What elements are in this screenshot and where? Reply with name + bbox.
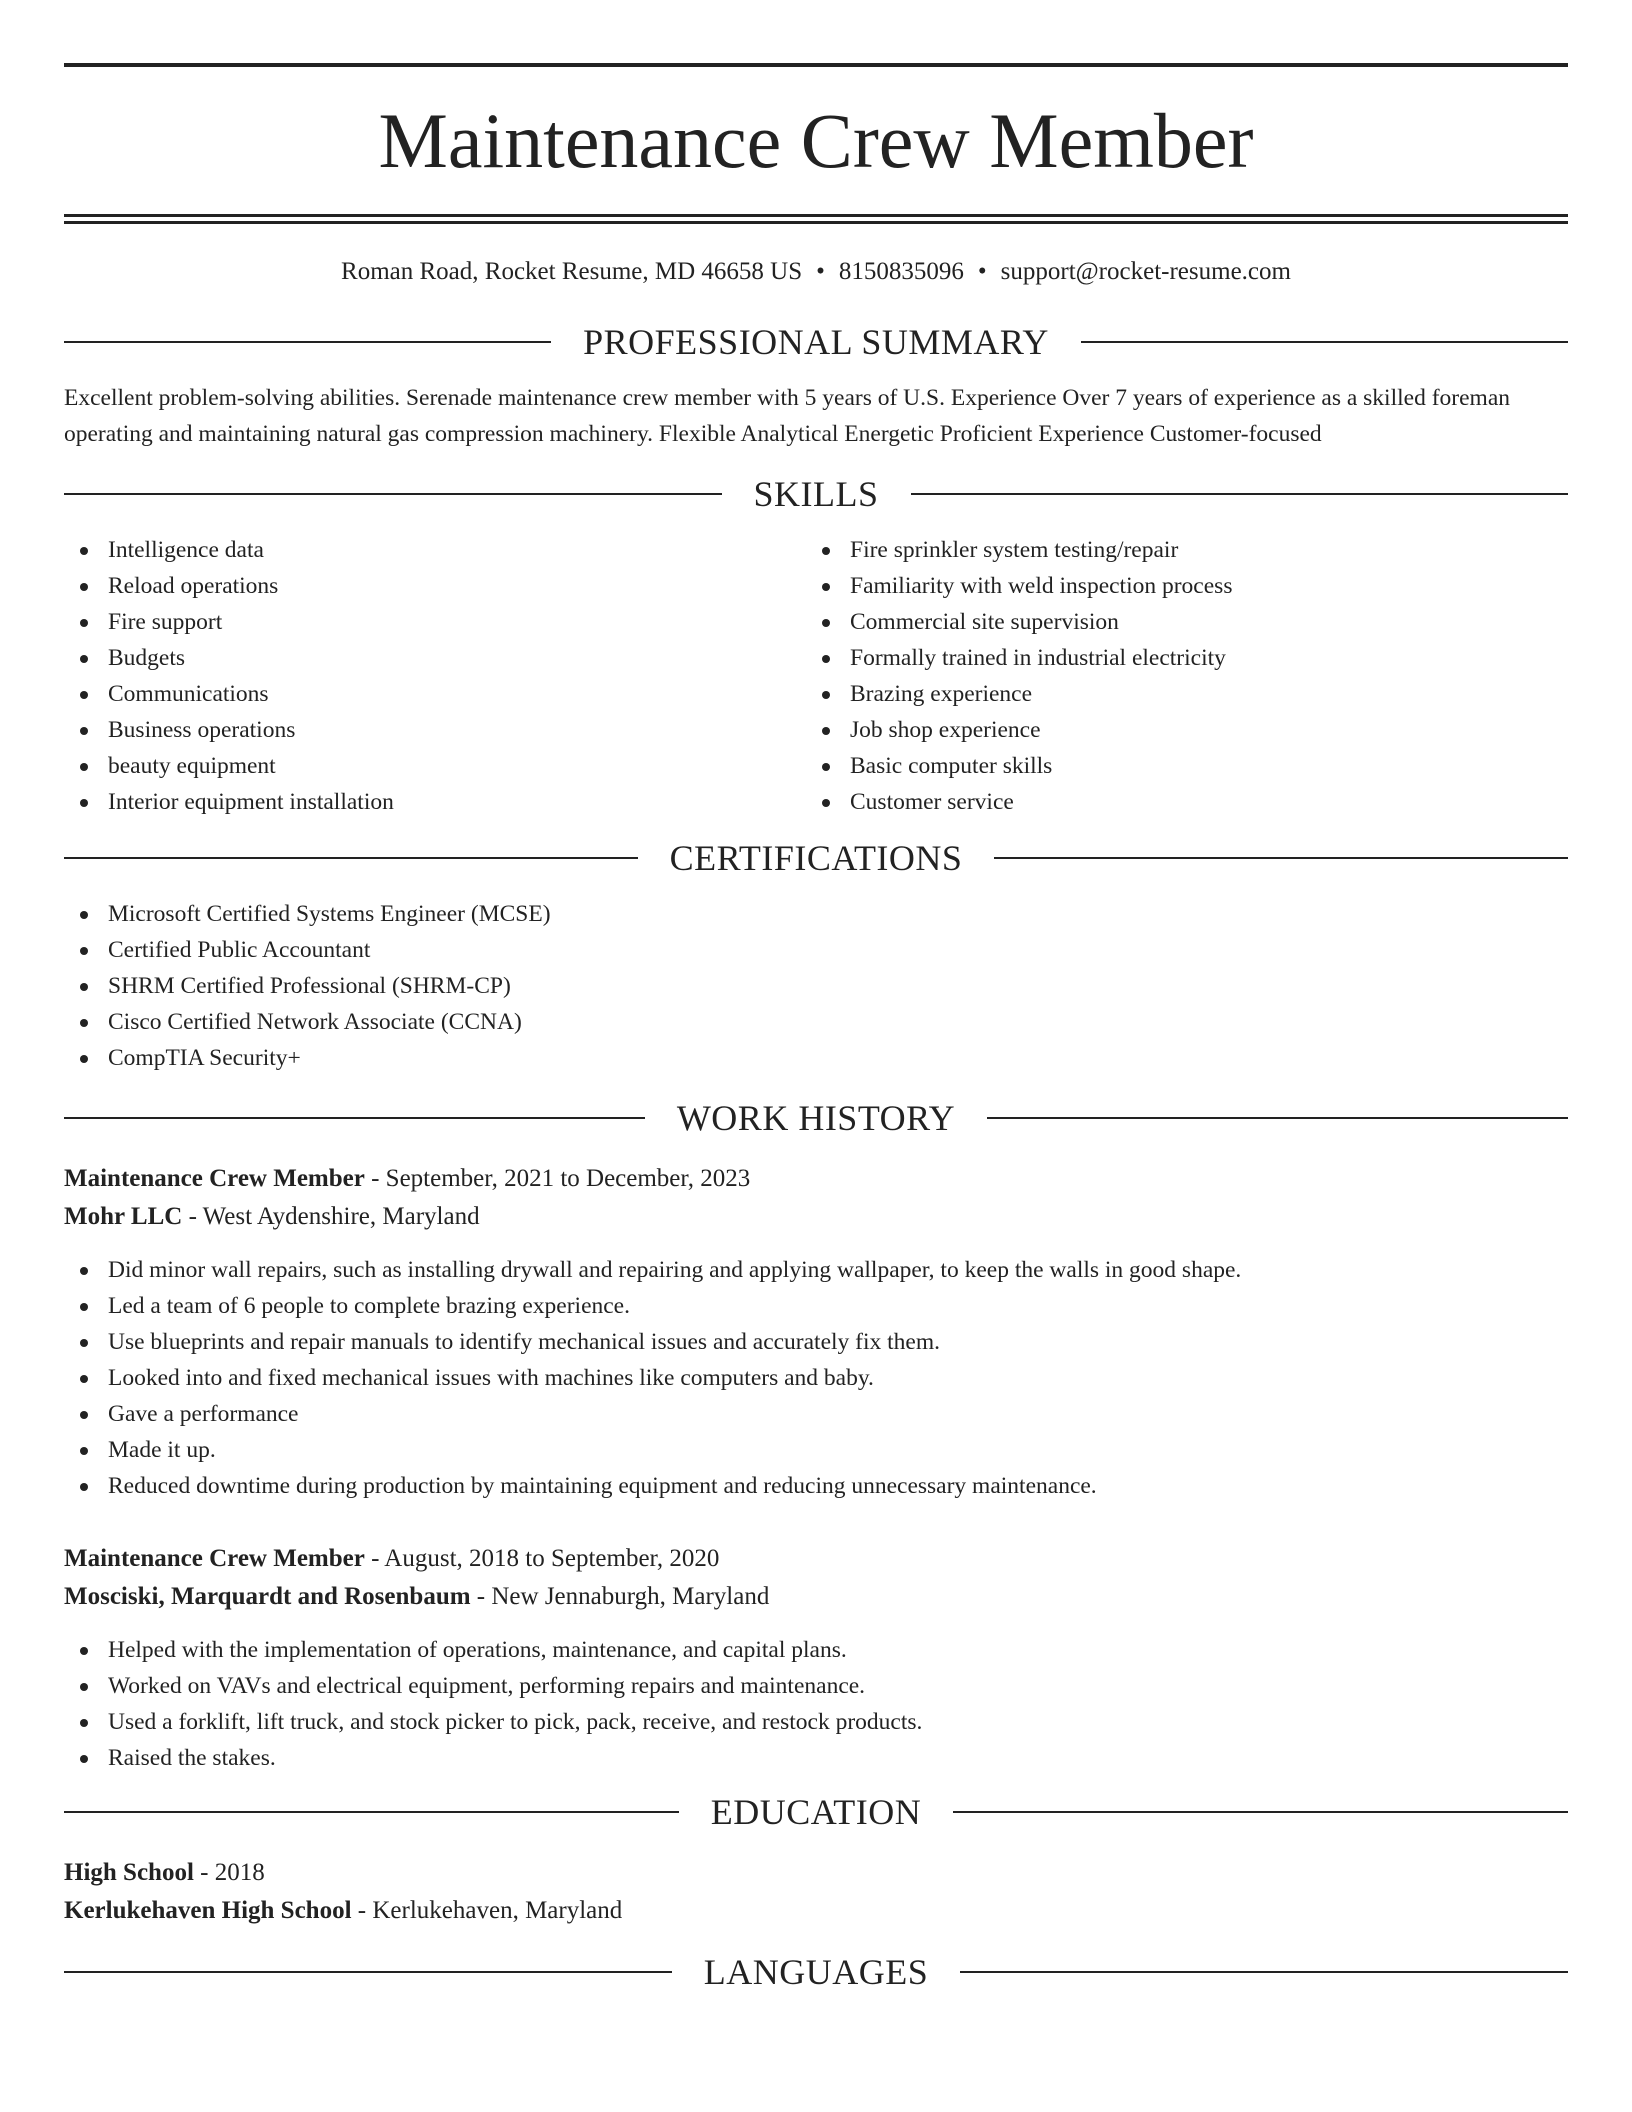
skill-item: Formally trained in industrial electricity [806, 640, 1548, 676]
job-bullet: Use blueprints and repair manuals to identify mechanical issues and accurately fix them. [64, 1324, 1568, 1360]
summary-title: PROFESSIONAL SUMMARY [583, 322, 1049, 362]
skill-item: Communications [64, 676, 806, 712]
job-bullet: Helped with the implementation of operations, maintenance, and capital plans. [64, 1632, 1568, 1668]
education-degree-line [64, 1854, 1568, 1892]
job-bullets [64, 1632, 1568, 1776]
skill-item: Job shop experience [806, 712, 1548, 748]
heading-rule [64, 1117, 645, 1119]
resume-page [64, 0, 1568, 1994]
job-bullet: Looked into and fixed mechanical issues with machines like computers and baby. [64, 1360, 1568, 1396]
job-bullet: Worked on VAVs and electrical equipment, performing repairs and maintenance. [64, 1668, 1568, 1704]
education-school: Kerlukehaven High School [64, 1897, 352, 1924]
job-role-line [64, 1160, 1568, 1198]
skills-list-left [64, 532, 806, 820]
header-top-rule [64, 63, 1568, 67]
skill-item: Basic computer skills [806, 748, 1548, 784]
skill-item: Budgets [64, 640, 806, 676]
contact-line [64, 256, 1568, 288]
certifications-title: CERTIFICATIONS [669, 838, 963, 878]
heading-rule [987, 1117, 1568, 1119]
certifications-list [64, 896, 1568, 1076]
job-company-line [64, 1578, 1568, 1616]
job-company: Mohr LLC [64, 1203, 183, 1230]
job-bullet: Led a team of 6 people to complete brazing experience. [64, 1288, 1568, 1324]
contact-separator: • [816, 258, 825, 285]
skill-item: beauty equipment [64, 748, 806, 784]
work-history-title: WORK HISTORY [676, 1098, 956, 1138]
skill-item: Fire support [64, 604, 806, 640]
skill-item: Reload operations [64, 568, 806, 604]
job-company-line [64, 1198, 1568, 1236]
job-bullet: Made it up. [64, 1432, 1568, 1468]
job-role-line [64, 1540, 1568, 1578]
header-double-rule [64, 214, 1568, 224]
heading-rule [64, 341, 551, 343]
certification-item: SHRM Certified Professional (SHRM-CP) [64, 968, 1568, 1004]
heading-rule [953, 1811, 1568, 1813]
education-location: - Kerlukehaven, Maryland [351, 1897, 623, 1924]
work-history-heading [64, 1096, 1568, 1140]
summary-text: Excellent problem-solving abilities. Serenade maintenance crew member with 5 years of U.S. Experience Over 7 years of experience as a skilled foreman operating and maintaining natural gas compression machinery. Flexible Analytical Energetic Proficient Experience Customer-focused [64, 385, 1510, 447]
job-company: Mosciski, Marquardt and Rosenbaum [64, 1583, 471, 1610]
languages-heading [64, 1950, 1568, 1994]
skills-list-right [806, 532, 1548, 820]
skill-item: Customer service [806, 784, 1548, 820]
skill-item: Familiarity with weld inspection process [806, 568, 1548, 604]
contact-phone: 8150835096 [838, 258, 964, 285]
education-heading [64, 1790, 1568, 1834]
skills-heading [64, 472, 1568, 516]
skill-item: Fire sprinkler system testing/repair [806, 532, 1548, 568]
skill-item: Interior equipment installation [64, 784, 806, 820]
job-entry [64, 1160, 1568, 1504]
skills-title: SKILLS [753, 474, 879, 514]
heading-rule [911, 493, 1569, 495]
education-degree: High School [64, 1859, 194, 1886]
education-school-line [64, 1892, 1568, 1930]
job-dates: - August, 2018 to September, 2020 [364, 1545, 720, 1572]
skill-item: Commercial site supervision [806, 604, 1548, 640]
candidate-name: Maintenance Crew Member [378, 97, 1254, 184]
job-location: - West Aydenshire, Maryland [182, 1203, 480, 1230]
contact-address: Roman Road, Rocket Resume, MD 46658 US [341, 258, 803, 285]
certifications-heading [64, 836, 1568, 880]
certification-item: CompTIA Security+ [64, 1040, 1568, 1076]
heading-rule [64, 1811, 679, 1813]
contact-email: support@rocket-resume.com [1000, 258, 1291, 285]
heading-rule [994, 857, 1568, 859]
skill-item: Business operations [64, 712, 806, 748]
summary-heading [64, 320, 1568, 364]
job-dates: - September, 2021 to December, 2023 [364, 1165, 751, 1192]
job-bullet: Raised the stakes. [64, 1740, 1568, 1776]
job-role: Maintenance Crew Member [64, 1165, 365, 1192]
job-bullet: Did minor wall repairs, such as installing drywall and repairing and applying wallpaper, to keep the walls in good shape. [64, 1252, 1568, 1288]
skill-item: Brazing experience [806, 676, 1548, 712]
skills-columns [64, 532, 1568, 820]
contact-separator: • [977, 258, 987, 285]
certification-item: Cisco Certified Network Associate (CCNA) [64, 1004, 1568, 1040]
education-title: EDUCATION [710, 1792, 922, 1832]
job-bullet: Gave a performance [64, 1396, 1568, 1432]
certification-item: Microsoft Certified Systems Engineer (MCSE) [64, 896, 1568, 932]
job-bullets [64, 1252, 1568, 1504]
certification-item: Certified Public Accountant [64, 932, 1568, 968]
job-bullet: Reduced downtime during production by maintaining equipment and reducing unnecessary maintenance. [64, 1468, 1568, 1504]
job-bullet: Used a forklift, lift truck, and stock picker to pick, pack, receive, and restock products. [64, 1704, 1568, 1740]
job-location: - New Jennaburgh, Maryland [470, 1583, 770, 1610]
heading-rule [960, 1971, 1568, 1973]
education-entry [64, 1854, 1568, 1930]
skill-item: Intelligence data [64, 532, 806, 568]
heading-rule [64, 1971, 672, 1973]
heading-rule [64, 493, 722, 495]
education-year: - 2018 [193, 1859, 265, 1886]
languages-title: LANGUAGES [703, 1952, 929, 1992]
job-entry [64, 1540, 1568, 1776]
heading-rule [1081, 341, 1568, 343]
job-role: Maintenance Crew Member [64, 1545, 365, 1572]
heading-rule [64, 857, 638, 859]
